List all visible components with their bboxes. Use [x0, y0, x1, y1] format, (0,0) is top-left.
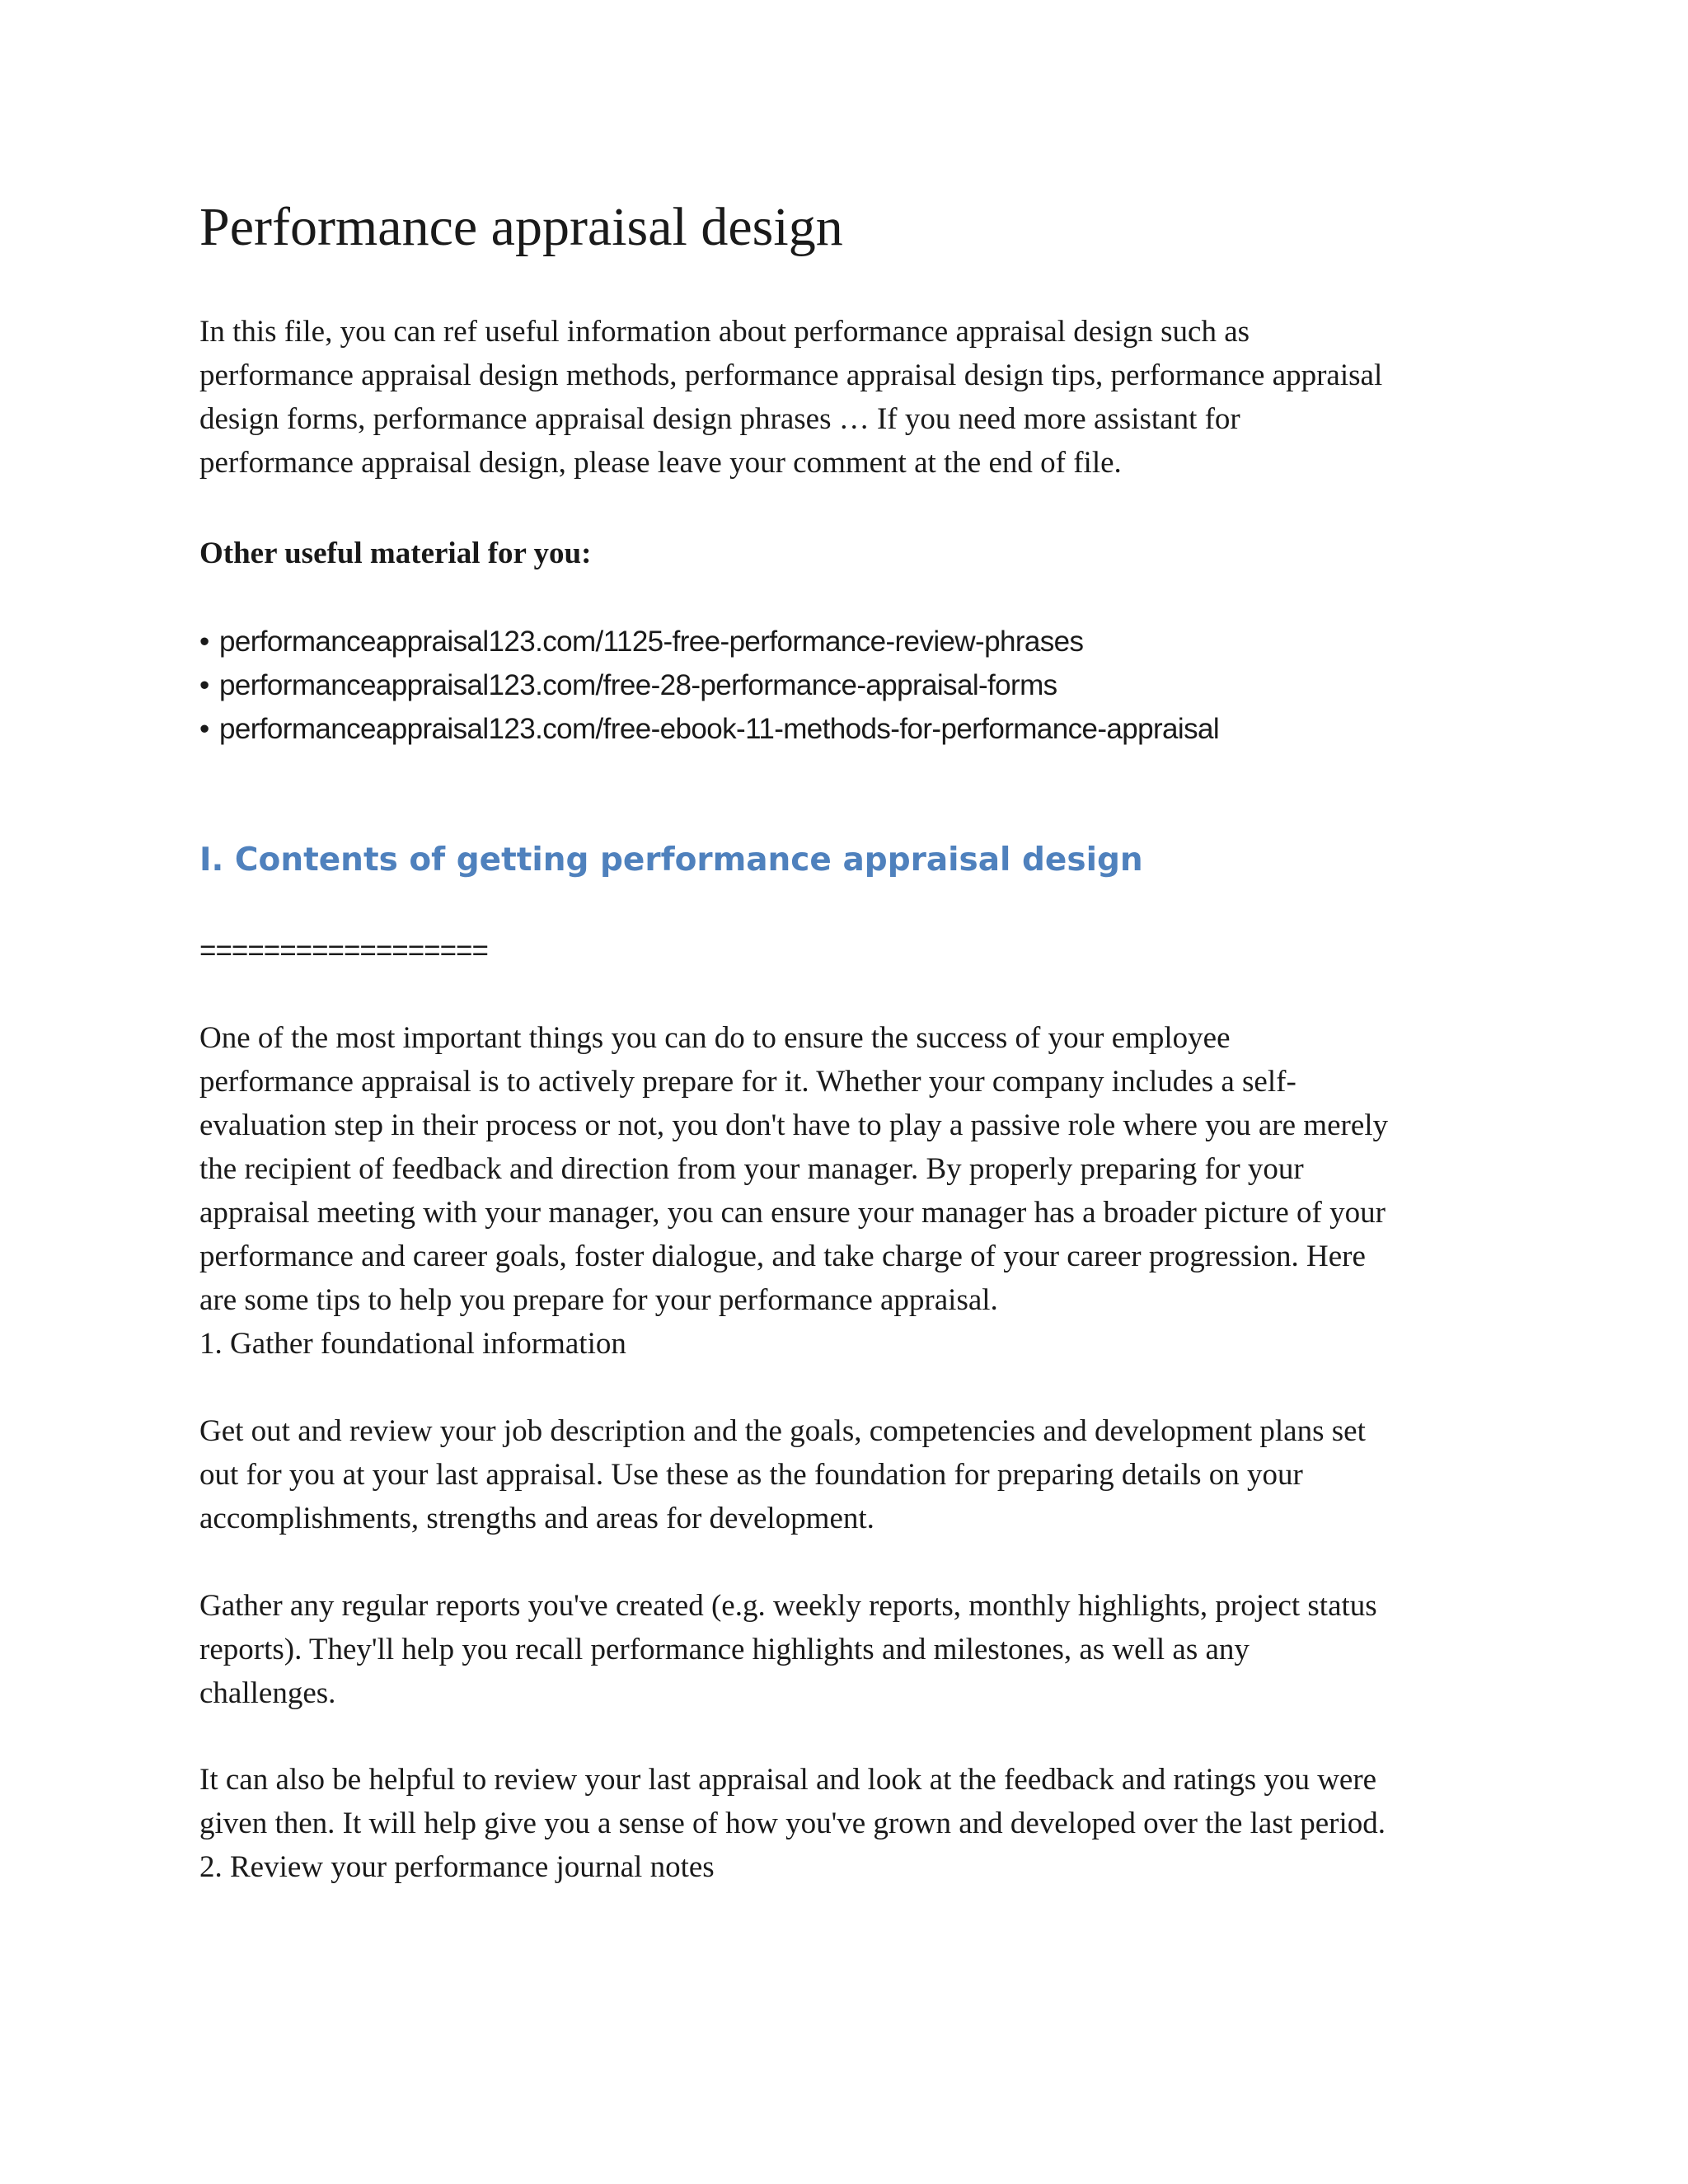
- body-line: Get out and review your job description and the goals, competencies and development plans set: [199, 1414, 1366, 1448]
- resource-link[interactable]: performanceappraisal123.com/free-28-performance-appraisal-forms: [219, 669, 1057, 701]
- body-line: challenges.: [199, 1676, 336, 1710]
- bullet-icon: •: [199, 626, 209, 658]
- body-paragraph: [199, 1016, 1485, 1366]
- body-line: performance and career goals, foster dialogue, and take charge of your career progression. Here: [199, 1240, 1366, 1273]
- body-line: the recipient of feedback and direction from your manager. By properly preparing for your: [199, 1152, 1304, 1186]
- body-line: reports). They'll help you recall performance highlights and milestones, as well as any: [199, 1633, 1250, 1666]
- resource-link[interactable]: performanceappraisal123.com/free-ebook-11-methods-for-performance-appraisal: [219, 713, 1220, 745]
- divider-line: ==================: [199, 935, 488, 967]
- body-line: performance appraisal is to actively prepare for it. Whether your company includes a self-: [199, 1065, 1296, 1099]
- body-paragraph: [199, 1584, 1485, 1715]
- other-material-label: Other useful material for you:: [199, 537, 592, 570]
- bullet-icon: •: [199, 669, 209, 701]
- body-line: One of the most important things you can do to ensure the success of your employee: [199, 1021, 1231, 1055]
- useful-links-list: [199, 620, 1219, 751]
- resource-link[interactable]: performanceappraisal123.com/1125-free-performance-review-phrases: [219, 626, 1084, 658]
- list-item: [199, 620, 1219, 663]
- section-heading: I. Contents of getting performance appraisal design: [199, 841, 1143, 879]
- body-paragraph: [199, 1758, 1485, 1889]
- list-item: [199, 707, 1219, 751]
- intro-paragraph: [199, 310, 1485, 485]
- body-line: out for you at your last appraisal. Use these as the foundation for preparing details on your: [199, 1458, 1303, 1492]
- intro-line: performance appraisal design methods, performance appraisal design tips, performance appraisal: [199, 359, 1383, 392]
- intro-line: In this file, you can ref useful information about performance appraisal design such as: [199, 315, 1250, 349]
- intro-line: performance appraisal design, please leave your comment at the end of file.: [199, 446, 1122, 480]
- body-line: appraisal meeting with your manager, you can ensure your manager has a broader picture of your: [199, 1196, 1386, 1230]
- body-line: It can also be helpful to review your last appraisal and look at the feedback and ratings you were: [199, 1763, 1377, 1797]
- body-line: given then. It will help give you a sense of how you've grown and developed over the last period.: [199, 1807, 1386, 1840]
- intro-line: design forms, performance appraisal design phrases … If you need more assistant for: [199, 402, 1240, 436]
- list-item: [199, 663, 1219, 707]
- subheading-gather-foundational-information: 1. Gather foundational information: [199, 1327, 626, 1361]
- body-line: accomplishments, strengths and areas for development.: [199, 1502, 874, 1535]
- subheading-review-performance-journal-notes: 2. Review your performance journal notes: [199, 1850, 715, 1884]
- bullet-icon: •: [199, 713, 209, 745]
- body-paragraph: [199, 1409, 1485, 1540]
- document-title: Performance appraisal design: [199, 197, 843, 257]
- body-line: are some tips to help you prepare for your performance appraisal.: [199, 1283, 998, 1317]
- body-line: Gather any regular reports you've created (e.g. weekly reports, monthly highlights, project status: [199, 1589, 1377, 1623]
- body-line: evaluation step in their process or not, you don't have to play a passive role where you are merely: [199, 1108, 1389, 1142]
